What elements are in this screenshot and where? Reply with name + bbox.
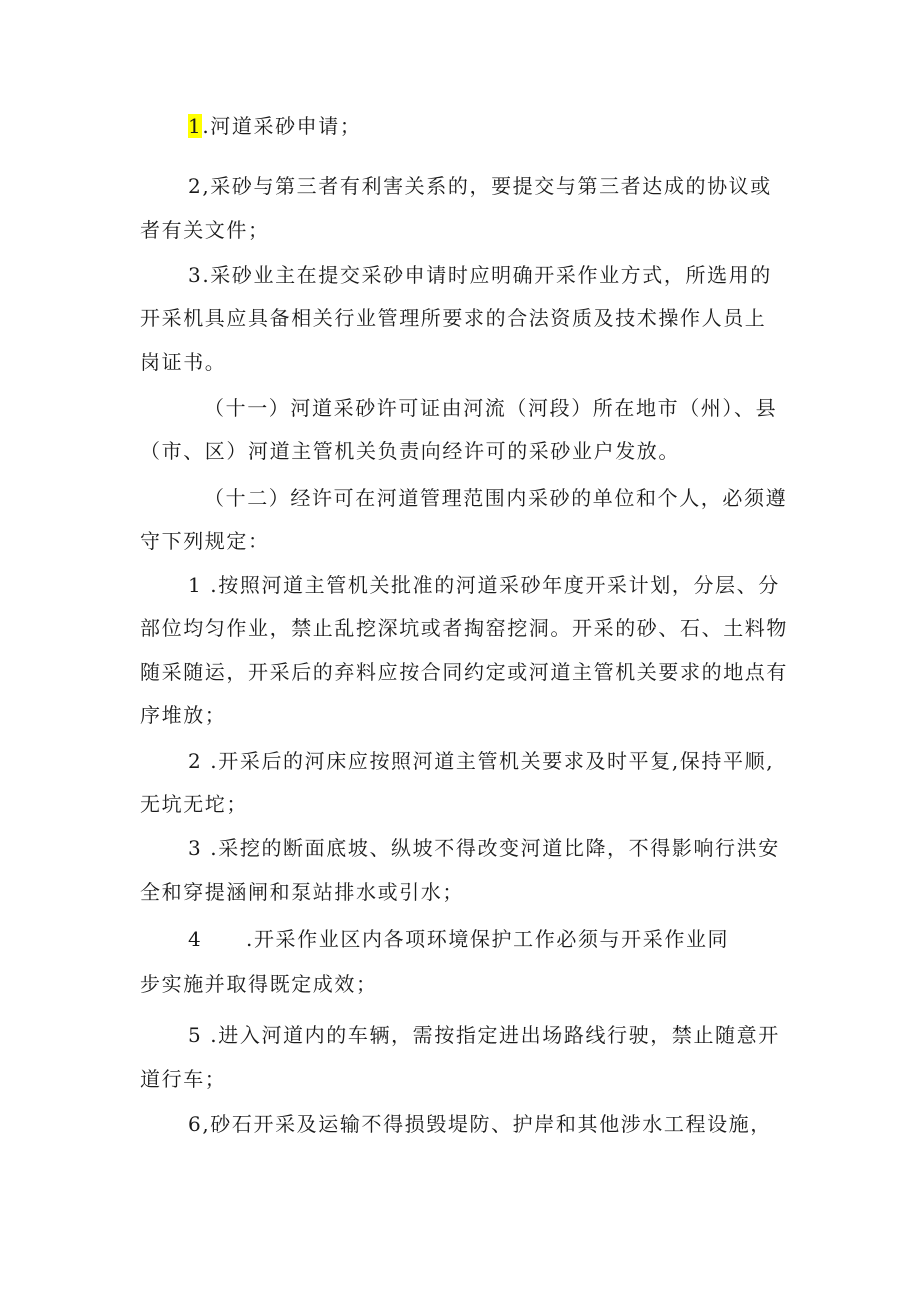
section12-line1: （十二）经许可在河道管理范围内采砂的单位和个人，必须遵: [204, 486, 788, 510]
section12-line2: 守下列规定：: [140, 529, 270, 553]
rule2-line1: 2 .开采后的河床应按照河道主管机关要求及时平复,保持平顺,: [188, 749, 775, 773]
rule3-line2: 全和穿提涵闸和泵站排水或引水；: [140, 880, 464, 904]
item3-line3: 岗证书。: [140, 350, 227, 374]
item2-line1: 2,采砂与第三者有利害关系的，要提交与第三者达成的协议或: [188, 174, 772, 198]
rule1-line2: 部位均匀作业，禁止乱挖深坑或者掏窑挖洞。开采的砂、石、土料物: [140, 616, 788, 640]
rule6-line1: 6,砂石开采及运输不得损毁堤防、护岸和其他涉水工程设施，: [188, 1112, 772, 1136]
item1-line: [188, 112, 362, 140]
rule4-number: 4: [188, 927, 203, 951]
rule2-line2: 无坑无坨；: [140, 792, 248, 816]
section11-line1: （十一）河道采砂许可证由河流（河段）所在地市（州）、县: [204, 396, 778, 420]
item2-line2: 者有关文件；: [140, 218, 270, 242]
rule4-line1: .开采作业区内各项环境保护工作必须与开采作业同: [246, 927, 730, 951]
rule4-line2: 步实施并取得既定成效；: [140, 972, 378, 996]
rule5-line2: 道行车；: [140, 1067, 227, 1091]
item1-text: .河道采砂申请；: [202, 114, 362, 138]
rule3-line1: 3 .采挖的断面底坡、纵坡不得改变河道比降，不得影响行洪安: [188, 836, 780, 860]
rule1-line3: 随采随运，开采后的弃料应按合同约定或河道主管机关要求的地点有: [140, 660, 788, 684]
item1-number-highlight: 1: [188, 114, 203, 138]
item3-line1: 3.采砂业主在提交采砂申请时应明确开采作业方式，所选用的: [188, 263, 772, 287]
rule5-line1: 5 .进入河道内的车辆，需按指定进出场路线行驶，禁止随意开: [188, 1023, 780, 1047]
rule1-line1: 1 .按照河道主管机关批准的河道采砂年度开采计划，分层、分: [188, 573, 780, 597]
section11-line2: （市、区）河道主管机关负责向经许可的采砂业户发放。: [140, 439, 680, 463]
item3-line2: 开采机具应具备相关行业管理所要求的合法资质及技术操作人员上: [140, 306, 767, 330]
rule1-line4: 序堆放；: [140, 703, 227, 727]
